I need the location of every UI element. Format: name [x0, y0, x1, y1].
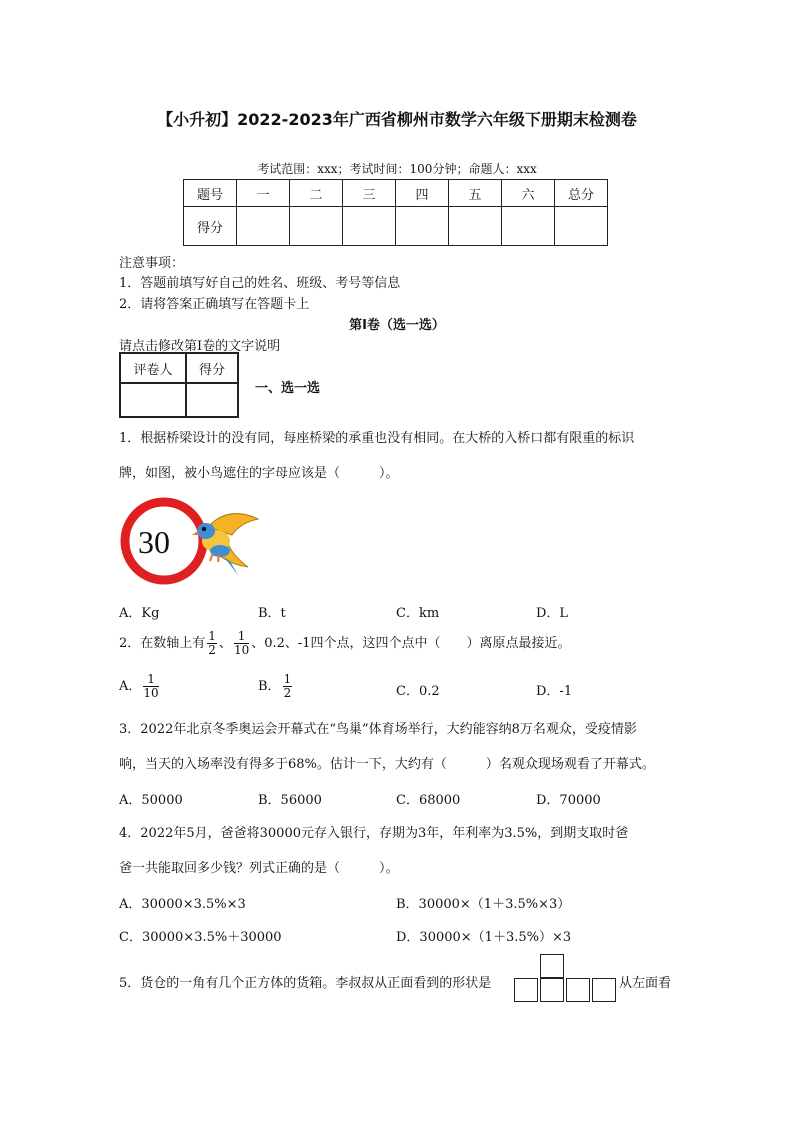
q2-fraction-half: $\frac{1}{2}$	[208, 629, 216, 657]
score-entry-cell[interactable]	[290, 207, 343, 246]
q2-option-b-fraction: $\frac{1}{2}$	[283, 672, 292, 700]
question-3-line1: 3．2022年北京冬季奥运会开幕式在“鸟巢”体育场举行，大约能容纳8万名观众，受疫情影	[119, 722, 637, 737]
score-header-cell: 总分	[555, 180, 608, 207]
q2-option-c[interactable]: C．0.2	[396, 684, 440, 699]
q4-option-c[interactable]: C．30000×3.5%＋30000	[119, 930, 282, 945]
score-table	[183, 179, 608, 246]
question-1-line2: 牌，如图，被小鸟遮住的字母应该是（ ）。	[119, 466, 399, 481]
score-header-cell: 二	[290, 180, 343, 207]
score-entry-cell[interactable]	[237, 207, 290, 246]
q2-separator: 、	[218, 636, 232, 651]
sign-number: 30	[138, 524, 170, 560]
part1-title: 第I卷（选一选）	[349, 318, 445, 333]
score-row-label: 得分	[184, 207, 237, 246]
block-square	[566, 978, 590, 1002]
score-header-cell: 一	[237, 180, 290, 207]
block-square	[540, 978, 564, 1002]
q2-option-d[interactable]: D．-1	[536, 684, 573, 699]
score-entry-cell[interactable]	[343, 207, 396, 246]
q2-option-b[interactable]: B． $\frac{1}{2}$	[258, 672, 292, 700]
q1-option-d[interactable]: D．L	[536, 606, 569, 621]
question-5-suffix: 从左面看	[619, 976, 672, 991]
q2-option-a-fraction: $\frac{1}{10}$	[143, 672, 159, 700]
grader-table	[119, 352, 239, 418]
question-4-line2: 爸一共能取回多少钱？列式正确的是（ ）。	[119, 861, 399, 876]
block-square	[540, 954, 564, 978]
q2-suffix: 、0.2、-1四个点，这四个点中（ ）离原点最接近。	[251, 636, 571, 651]
block-square	[592, 978, 616, 1002]
part1-description: 请点击修改第I卷的文字说明	[119, 339, 281, 354]
grader-label: 评卷人	[120, 353, 186, 383]
grader-entry-cell[interactable]	[120, 383, 186, 417]
q1-option-c[interactable]: C．km	[396, 606, 440, 621]
score-entry-cell[interactable]	[396, 207, 449, 246]
question-2	[119, 630, 571, 657]
q1-option-b[interactable]: B．t	[258, 606, 286, 621]
score-header-cell: 六	[502, 180, 555, 207]
weight-limit-sign-image	[120, 497, 262, 587]
grader-score-cell[interactable]	[186, 383, 238, 417]
q3-option-c[interactable]: C．68000	[396, 793, 461, 808]
question-5-prefix: 5．货仓的一角有几个正方体的货箱。李叔叔从正面看到的形状是	[119, 976, 492, 991]
q3-option-a[interactable]: A．50000	[119, 793, 183, 808]
q2-option-a[interactable]: A． $\frac{1}{10}$	[119, 672, 159, 700]
question-1-line1: 1．根据桥梁设计的没有同，每座桥梁的承重也没有相同。在大桥的入桥口都有限重的标识	[119, 431, 635, 446]
block-square	[514, 978, 538, 1002]
q2-fraction-tenth: $\frac{1}{10}$	[233, 629, 250, 657]
page-title: 【小升初】2022-2023年广西省柳州市数学六年级下册期末检测卷	[157, 110, 637, 129]
section-title: 一、选一选	[255, 381, 321, 396]
notes-heading: 注意事项：	[119, 256, 185, 271]
q2-prefix: 2．在数轴上有	[119, 636, 206, 651]
front-view-blocks-figure	[514, 954, 618, 1004]
q3-option-d[interactable]: D．70000	[536, 793, 601, 808]
score-header-cell: 五	[449, 180, 502, 207]
grader-score-label: 得分	[186, 353, 238, 383]
weight-limit-sign-svg	[120, 497, 262, 587]
q1-option-a[interactable]: A．Kg	[119, 606, 160, 621]
question-3-line2: 响，当天的入场率没有得多于68%。估计一下，大约有（ ）名观众现场观看了开幕式。	[119, 757, 655, 772]
q4-option-a[interactable]: A．30000×3.5%×3	[119, 897, 246, 912]
score-header-cell: 三	[343, 180, 396, 207]
score-header-cell: 四	[396, 180, 449, 207]
score-entry-cell[interactable]	[555, 207, 608, 246]
score-entry-cell[interactable]	[449, 207, 502, 246]
question-4-line1: 4．2022年5月，爸爸将30000元存入银行，存期为3年，年利率为3.5%，到期支取时爸	[119, 826, 629, 841]
note-item: 2．请将答案正确填写在答题卡上	[119, 297, 310, 312]
score-entry-cell[interactable]	[502, 207, 555, 246]
q3-option-b[interactable]: B．56000	[258, 793, 322, 808]
note-item: 1．答题前填写好自己的姓名、班级、考号等信息	[119, 276, 401, 291]
q4-option-b[interactable]: B．30000×（1＋3.5%×3）	[396, 897, 571, 912]
q4-option-d[interactable]: D．30000×（1＋3.5%）×3	[396, 930, 572, 945]
exam-info: 考试范围：xxx；考试时间：100分钟；命题人：xxx	[257, 162, 537, 176]
score-header-cell: 题号	[184, 180, 237, 207]
